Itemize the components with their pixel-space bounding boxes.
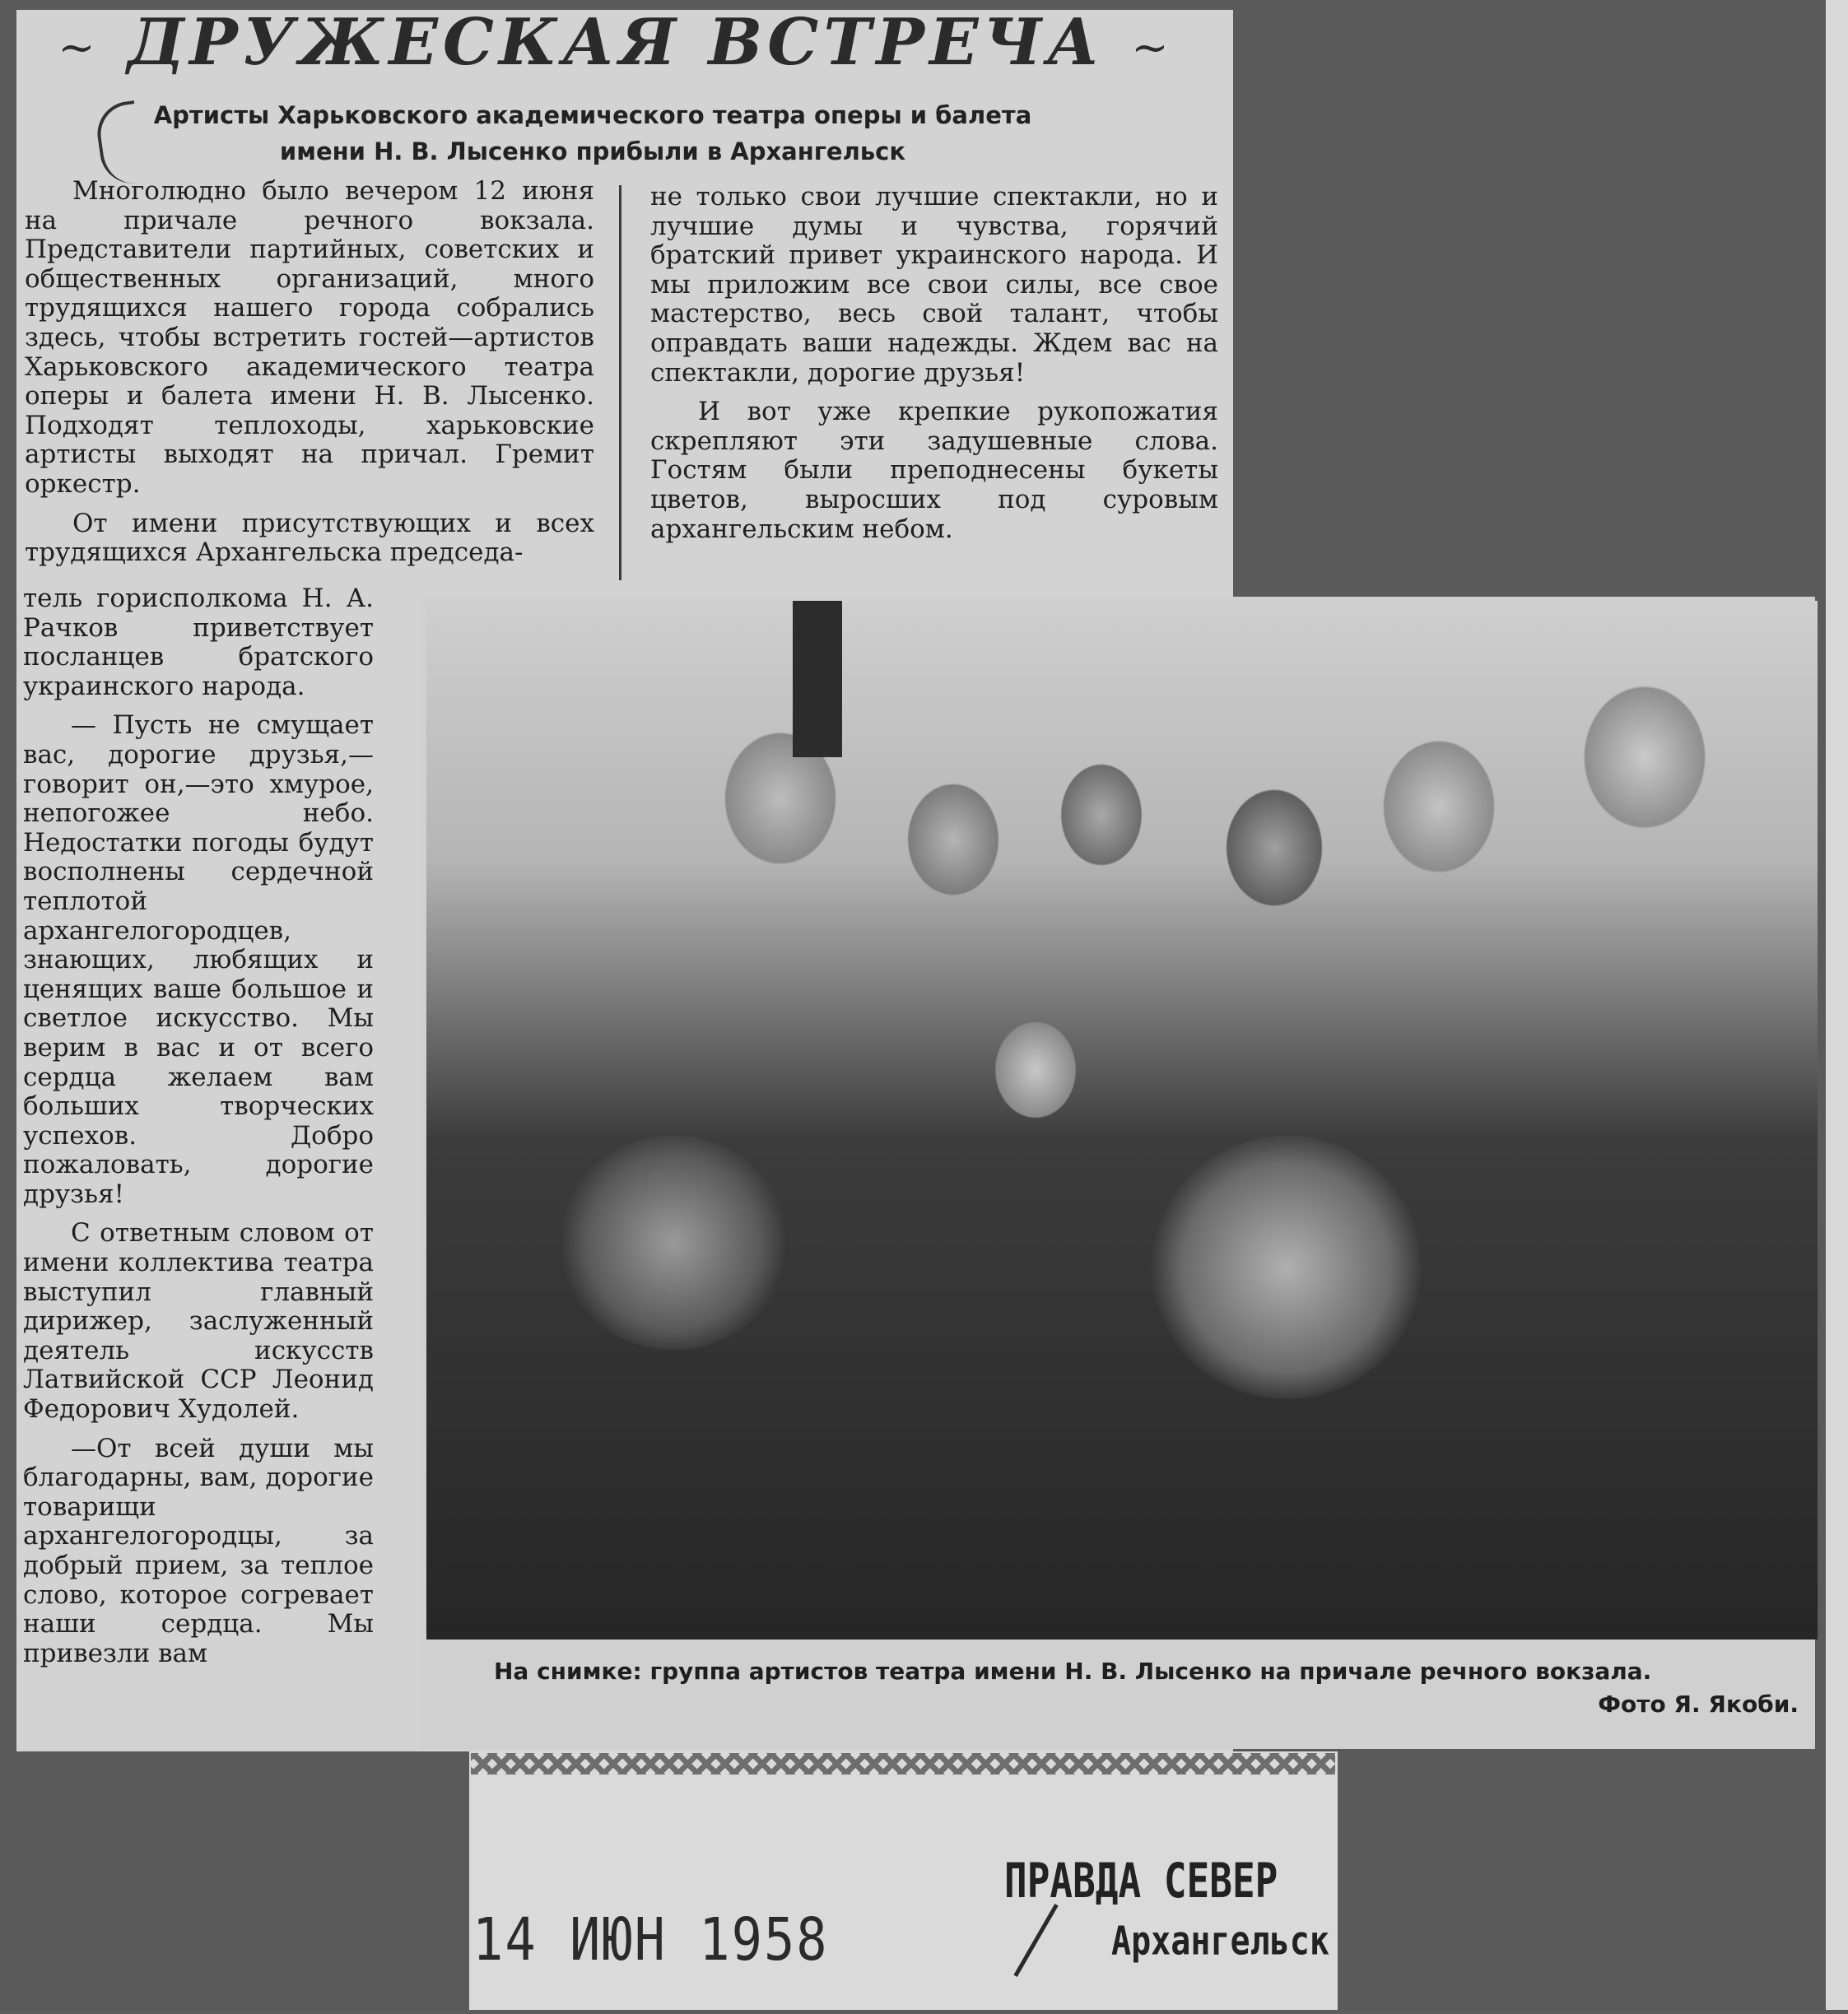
zigzag-border	[471, 1753, 1335, 1774]
paragraph: Многолюдно было вечером 12 июня на причале речного вокзала. Представители партийных, советских и общественных организаций, много трудящихся нашего города собрались здесь, чтобы встретить гостей—артистов Харьковского академического театра оперы и балета имени Н. В. Лысенко. Подходят теплоходы, харьковские артисты выходят на причал. Гремит оркестр.	[25, 176, 594, 499]
paragraph: И вот уже крепкие рукопожатия скрепляют эти задушевные слова. Гостям были преподнесены букеты цветов, выросших под суровым архангельским небом.	[650, 397, 1218, 544]
group-photo	[426, 601, 1818, 1640]
article-column-1	[25, 177, 594, 568]
subhead-line-2: имени Н. В. Лысенко прибыли в Архангельск	[279, 137, 906, 165]
paragraph: тель горисполкома Н. А. Рачков приветствует посланцев братского украинского народа.	[23, 584, 374, 701]
photo-caption: На снимке: группа артистов театра имени Н. В. Лысенко на причале речного вокзала.	[494, 1658, 1652, 1685]
city-stamp: Архангельск	[1111, 1919, 1329, 1965]
newspaper-stamp: ПРАВДА СЕВЕР	[1004, 1853, 1278, 1909]
paragraph: — Пусть не смущает вас, дорогие друзья,—говорит он,—это хмурое, непогожее небо. Недостатки погоды будут восполнены сердечной теплотой архангелогородцев, знающих, любящих и ценящих ваше большое и светлое искусство. Мы верим в вас и от всего сердца желаем вам больших творческих успехов. Добро пожаловать, дорогие друзья!	[23, 710, 374, 1209]
paragraph: С ответным словом от имени коллектива театра выступил главный дирижер, заслуженный деятель искусств Латвийской ССР Леонид Федорович Худолей.	[23, 1218, 374, 1425]
photo-pole	[793, 601, 842, 757]
paragraph: От имени присутствующих и всех трудящихся Архангельска председа-	[25, 508, 594, 568]
paragraph: не только свои лучшие спектакли, но и лучшие думы и чувства, горячий братский привет украинского народа. И мы приложим все свои силы, все свое мастерство, весь свой талант, чтобы оправдать ваши надежды. Ждем вас на спектакли, дорогие друзья!	[650, 182, 1218, 388]
headline-ornament-right: ~	[1131, 21, 1174, 73]
headline-title: ДРУЖЕСКАЯ ВСТРЕЧА	[127, 5, 1105, 80]
album-page-edge	[1826, 0, 1848, 2010]
flower-bouquet-left	[558, 1136, 789, 1350]
article-headline	[23, 5, 1208, 84]
subhead-line-1: Артисты Харьковского академического театра оперы и балета	[153, 101, 1032, 129]
headline-ornament-left: ~	[58, 21, 100, 73]
flower-bouquet-right	[1151, 1136, 1422, 1399]
column-divider	[619, 185, 621, 580]
article-column-1-continued	[23, 584, 374, 1668]
article-subheadline	[99, 97, 1087, 170]
date-stamp: 14 ИЮН 1958	[472, 1905, 829, 1974]
paragraph: —От всей души мы благодарны, вам, дорогие товарищи архангелогородцы, за добрый прием, за теплое слово, которое согревает наши сердца. Мы привезли вам	[23, 1433, 374, 1668]
photo-credit: Фото Я. Якоби.	[1598, 1691, 1799, 1718]
article-column-2	[650, 183, 1218, 544]
